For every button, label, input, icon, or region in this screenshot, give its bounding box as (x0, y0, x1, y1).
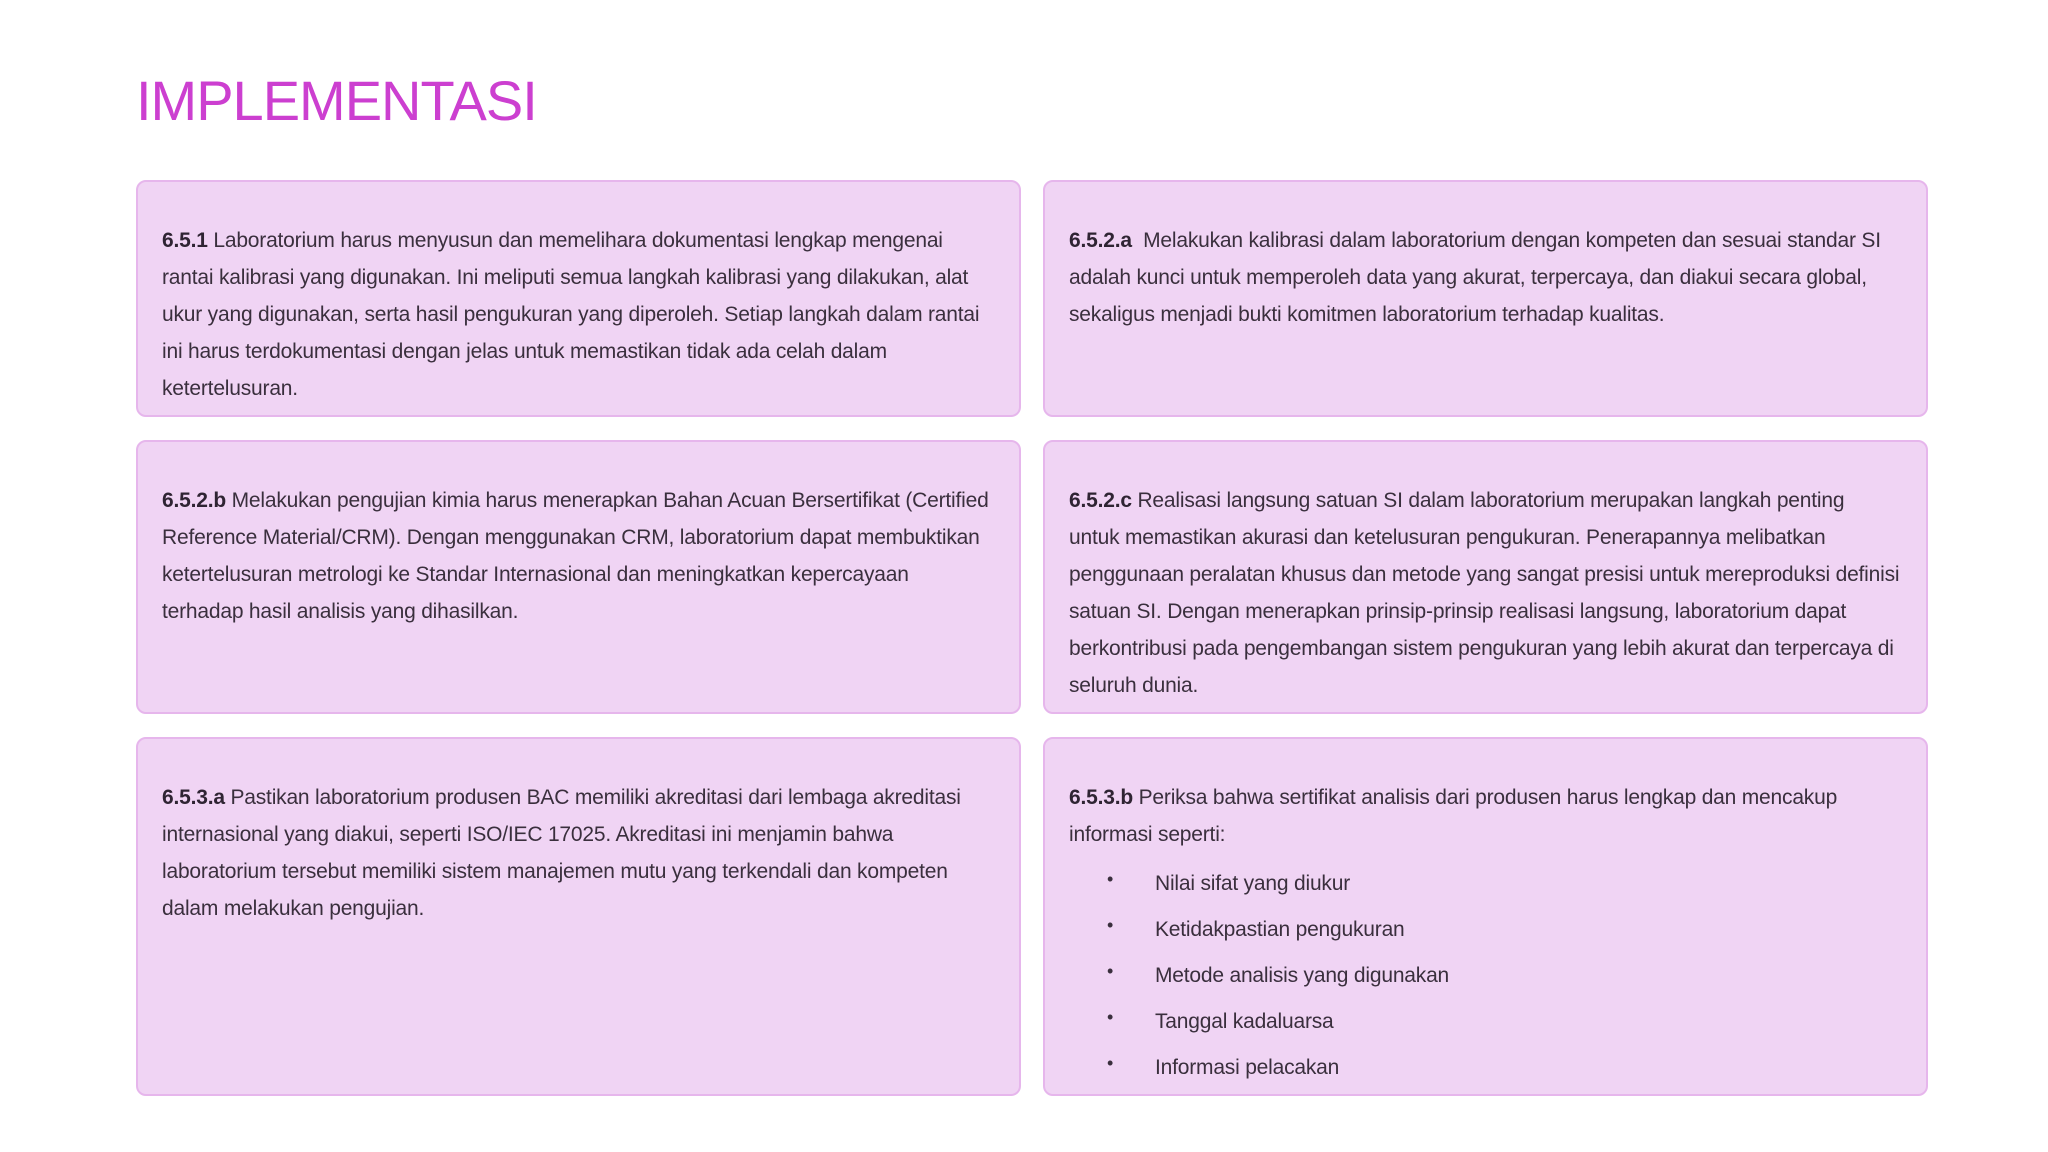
clause-code: 6.5.2.a (1069, 229, 1132, 252)
list-item-text: Tanggal kadaluarsa (1155, 1010, 1334, 1033)
clause-code: 6.5.3.b (1069, 786, 1133, 809)
clause-text: Melakukan pengujian kimia harus menerapkan Bahan Acuan Bersertifikat (Certified Reference Material/CRM). Dengan menggunakan CRM, laboratorium dapat membuktikan ketertelusuran metrologi ke Standar Internasional dan meningkatkan kepercayaan terhadap hasil analisis yang dihasilkan. (162, 489, 989, 623)
bullet-icon: • (1107, 1053, 1114, 1073)
card-6-5-1 (136, 180, 1021, 417)
clause-text: Realisasi langsung satuan SI dalam laboratorium merupakan langkah penting untuk memastikan akurasi dan ketelusuran pengukuran. Penerapannya melibatkan penggunaan peralatan khusus dan metode yang sangat presisi untuk mereproduksi definisi satuan SI. Dengan menerapkan prinsip-prinsip realisasi langsung, laboratorium dapat berkontribusi pada pengembangan sistem pengukuran yang lebih akurat dan terpercaya di seluruh dunia. (1069, 489, 1900, 697)
card-paragraph (1069, 482, 1900, 704)
slide-title: IMPLEMENTASI (136, 69, 537, 132)
card-6-5-2-c (1043, 440, 1928, 714)
list-item (1069, 861, 1900, 907)
list-item (1069, 953, 1900, 999)
bullet-icon: • (1107, 915, 1114, 935)
card-paragraph (1069, 779, 1900, 853)
list-item-text: Metode analisis yang digunakan (1155, 964, 1450, 987)
list-item-text: Nilai sifat yang diukur (1155, 872, 1350, 895)
clause-code: 6.5.2.b (162, 489, 226, 512)
bullet-list (1069, 861, 1900, 1091)
clause-text: Periksa bahwa sertifikat analisis dari produsen harus lengkap dan mencakup informasi seperti: (1069, 786, 1838, 846)
clause-text: Pastikan laboratorium produsen BAC memiliki akreditasi dari lembaga akreditasi internasional yang diakui, seperti ISO/IEC 17025. Akreditasi ini menjamin bahwa laboratorium tersebut memiliki sistem manajemen mutu yang terkendali dan kompeten dalam melakukan pengujian. (162, 786, 961, 920)
card-paragraph (162, 222, 993, 407)
bullet-icon: • (1107, 961, 1114, 981)
list-item (1069, 999, 1900, 1045)
bullet-icon: • (1107, 869, 1114, 889)
card-paragraph (162, 482, 993, 630)
list-item-text: Ketidakpastian pengukuran (1155, 918, 1405, 941)
list-item-text: Informasi pelacakan (1155, 1056, 1340, 1079)
clause-text: Laboratorium harus menyusun dan memelihara dokumentasi lengkap mengenai rantai kalibrasi yang digunakan. Ini meliputi semua langkah kalibrasi yang dilakukan, alat ukur yang digunakan, serta hasil pengukuran yang diperoleh. Setiap langkah dalam rantai ini harus terdokumentasi dengan jelas untuk memastikan tidak ada celah dalam ketertelusuran. (162, 229, 980, 400)
list-item (1069, 1045, 1900, 1091)
clause-code: 6.5.2.c (1069, 489, 1132, 512)
card-paragraph (1069, 222, 1900, 333)
bullet-icon: • (1107, 1007, 1114, 1027)
clause-code: 6.5.3.a (162, 786, 225, 809)
card-paragraph (162, 779, 993, 927)
card-6-5-2-b (136, 440, 1021, 714)
clause-code: 6.5.1 (162, 229, 208, 252)
clause-text: Melakukan kalibrasi dalam laboratorium dengan kompeten dan sesuai standar SI adalah kunci untuk memperoleh data yang akurat, terpercaya, dan diakui secara global, sekaligus menjadi bukti komitmen laboratorium terhadap kualitas. (1069, 229, 1881, 326)
card-6-5-3-a (136, 737, 1021, 1096)
card-6-5-2-a (1043, 180, 1928, 417)
card-6-5-3-b (1043, 737, 1928, 1096)
list-item (1069, 907, 1900, 953)
